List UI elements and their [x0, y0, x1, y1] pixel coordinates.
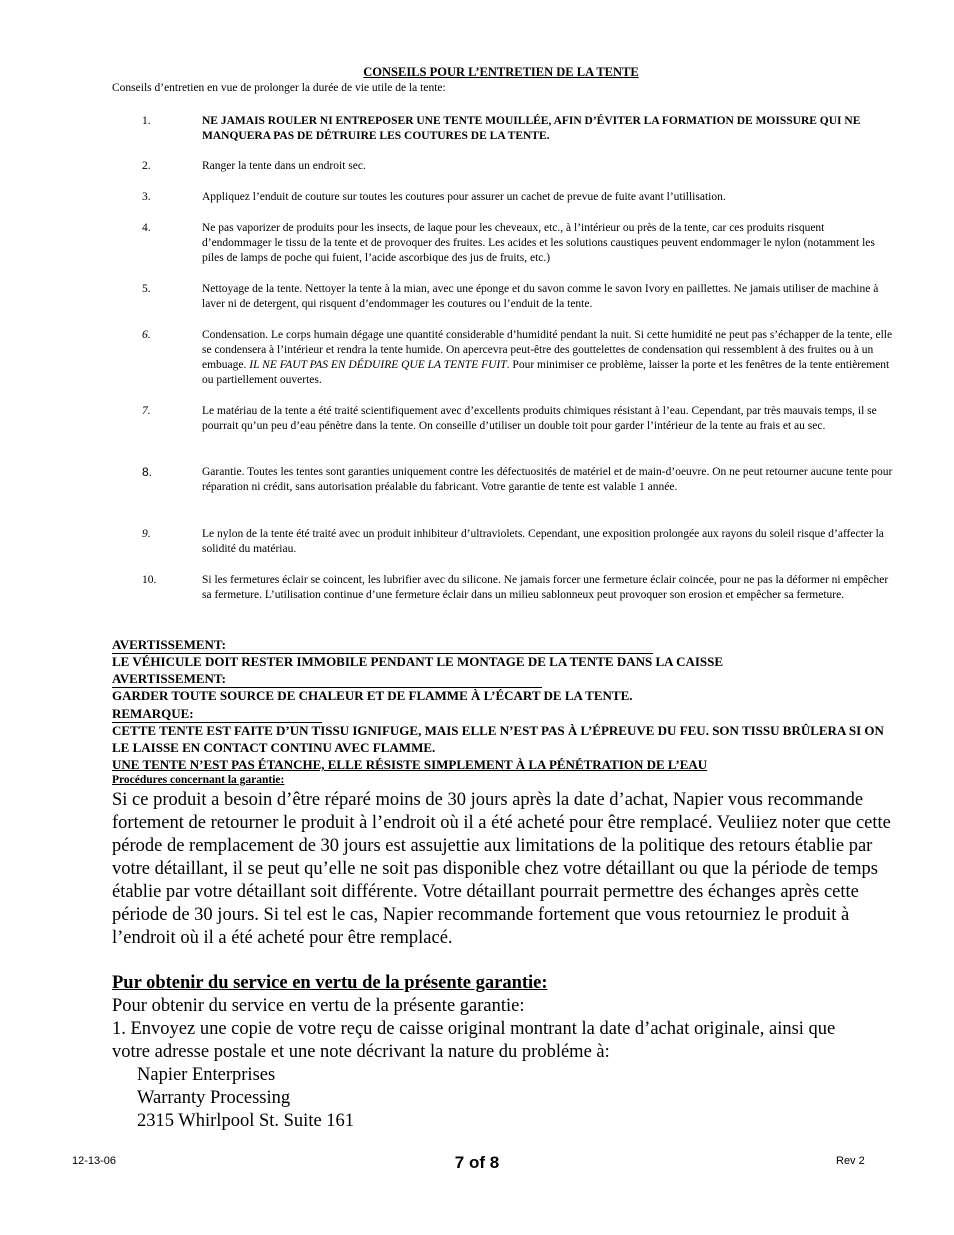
remark-label-text: REMARQUE:: [112, 705, 322, 723]
item-text: Ranger la tente dans un endroit sec.: [202, 160, 366, 172]
notice-text: UNE TENTE N’EST PAS ÉTANCHE, ELLE RÉSISTE SIMPLEMENT À LA PÉNÉTRATION DE L’EAU: [112, 757, 708, 772]
item-number: 5.: [142, 283, 151, 295]
intro-text: Conseils d’entretien en vue de prolonger la durée de vie utile de la tente:: [112, 82, 446, 94]
item-text: NE JAMAIS ROULER NI ENTREPOSER UNE TENTE MOUILLÉE, AFIN D’ÉVITER LA FORMATION DE MOISSURE QUI NE MANQUERA PAS DE DÉTRUIRE LES COUTURES DE LA TENTE.: [202, 115, 861, 142]
page-title: CONSEILS POUR L’ENTRETIEN DE LA TENTE: [363, 65, 639, 79]
notice-line: [112, 756, 912, 773]
item-text: Ne pas vaporizer de produits pour les insects, de laque pour les cheveaux, etc., à l’intérieur ou près de la tente, car ces produits risquent d’endommager le tissu de la tente et de provoquer des fruites. Les acides et les solutions caustiques peuvent endommager le nylon (notamment les piles de lamps de poche qui fuient, l’acide ascorbique des jus de fruits, etc.): [202, 222, 875, 264]
procedures-paragraph: Si ce produit a besoin d’être réparé moins de 30 jours après la date d’achat, Napier vous recommande fortement de retourner le produit à l’endroit où il a été acheté pour être remplacé. Veuliiez noter que cette pérode de remplacement de 30 jours est assujettie aux limitations de la politique des retours établie par votre détaillant, il se peut qu’elle ne soit pas disponible chez votre détaillant ou que la période de temps établie par votre détaillant soit différente. Votre détaillant pourrait permettre des échanges après cette période de 30 jours. Si tel est le cas, Napier recommande fortement que vous retourniez le produit à l’endroit où il a été acheté pour être remplacé.: [112, 790, 891, 948]
warning-label-text: AVERTISSEMENT:: [112, 636, 653, 654]
remark-text: CETTE TENTE EST FAITE D’UN TISSU IGNIFUGE, MAIS ELLE N’EST PAS À L’ÉPREUVE DU FEU. SON TISSU BRÛLERA SI ON LE LAISSE EN CONTACT CONTINU AVEC FLAMME.: [112, 723, 884, 755]
item-text: Garantie. Toutes les tentes sont garanties uniquement contre les défectuosités de matériel et de main-d’oeuvre. On ne peut retourner aucune tente pour réparation ni crédit, sans autorisation préalable du fabricant. Votre garantie de tente est valable 1 année.: [202, 466, 893, 493]
address-line: Napier Enterprises: [137, 1065, 276, 1085]
warning-label: [112, 636, 912, 654]
procedures-label: Procédures concernant la garantie:: [112, 774, 285, 786]
service-step-1: 1. Envoyez une copie de votre reçu de caisse original montrant la date d’achat originale, ainsi que votre adresse postale et une note décrivant la nature du probléme à:: [112, 1019, 836, 1062]
service-intro: Pour obtenir du service en vertu de la présente garantie:: [112, 996, 525, 1016]
item-text: Nettoyage de la tente. Nettoyer la tente à la mian, avec une éponge et du savon comme le savon Ivory en paillettes. Ne jamais utiliser de machine à laver ni de detergent, qui risquent d’endommager les coutures ou l’enduit de la tente.: [202, 283, 879, 310]
warning-label: [112, 670, 912, 688]
item-number: 7.: [142, 405, 151, 417]
address-line: 2315 Whirlpool St. Suite 161: [137, 1111, 355, 1131]
warning-label-text: AVERTISSEMENT:: [112, 670, 542, 688]
emphasis-text: IL NE FAUT PAS EN DÉDUIRE QUE LA TENTE FUIT: [249, 359, 507, 371]
item-number: 1.: [142, 115, 151, 127]
item-number: 9.: [142, 528, 151, 540]
item-number: 3.: [142, 191, 151, 203]
item-number: 6.: [142, 329, 151, 341]
item-text: Le nylon de la tente été traité avec un produit inhibiteur d’ultraviolets. Cependant, une exposition prolongée aux rayons du soleil risque d’affecter la solidité du matériau.: [202, 528, 884, 555]
item-text: Le matériau de la tente a été traité scientifiquement avec d’excellents produits chimiques résistant à l’eau. Cependant, par très mauvais temps, il se pourrait qu’un peu d’eau pénètre dans la tente. On conseille d’utiliser un double toit pour garder l’intérieur de la tente au frais et au sec.: [202, 405, 877, 432]
remark-label: [112, 705, 912, 723]
footer-date: 12-13-06: [72, 1155, 117, 1167]
warning-text: LE VÉHICULE DOIT RESTER IMMOBILE PENDANT LE MONTAGE DE LA TENTE DANS LA CAISSE: [112, 654, 724, 669]
item-number: 8.: [142, 465, 153, 479]
item-number: 10.: [142, 574, 157, 586]
service-heading: Pur obtenir du service en vertu de la présente garantie:: [112, 973, 548, 993]
item-text: Si les fermetures éclair se coincent, les lubrifier avec du silicone. Ne jamais forcer une fermeture éclair coincée, pour ne pas la déformer ni empêcher sa fermeture. L’utilisation continue d’une fermeture éclair dans un milieu sablonneux peut provoquer son erosion et empêcher sa fermeture.: [202, 574, 889, 601]
item-number: 2.: [142, 160, 151, 172]
item-text: Condensation. Le corps humain dégage une quantité considerable d’humidité pendant la nuit. Si cette humidité ne peut pas s’échapper de la tente, elle se condensera à l’intérieur et rendra la tente humide. On apercevra peut-être des gouttelettes de condensation qui ressemblent à des fruites ou à un embuage. IL NE FAUT PAS EN DÉDUIRE QUE LA TENTE FUIT. Pour minimiser ce problème, laisser la porte et les fenêtres de la tente entièrement ou partiellement ouvertes.: [202, 329, 893, 386]
item-number: 4.: [142, 222, 151, 234]
footer-revision: Rev 2: [836, 1155, 865, 1167]
page-number: 7 of 8: [454, 1153, 500, 1172]
address-line: Warranty Processing: [137, 1088, 291, 1108]
item-text: Appliquez l’enduit de couture sur toutes les coutures pour assurer un cachet de prevue de fuite avant l’utillisation.: [202, 191, 726, 203]
warning-text: GARDER TOUTE SOURCE DE CHALEUR ET DE FLAMME À L’ÉCART DE LA TENTE.: [112, 688, 633, 703]
